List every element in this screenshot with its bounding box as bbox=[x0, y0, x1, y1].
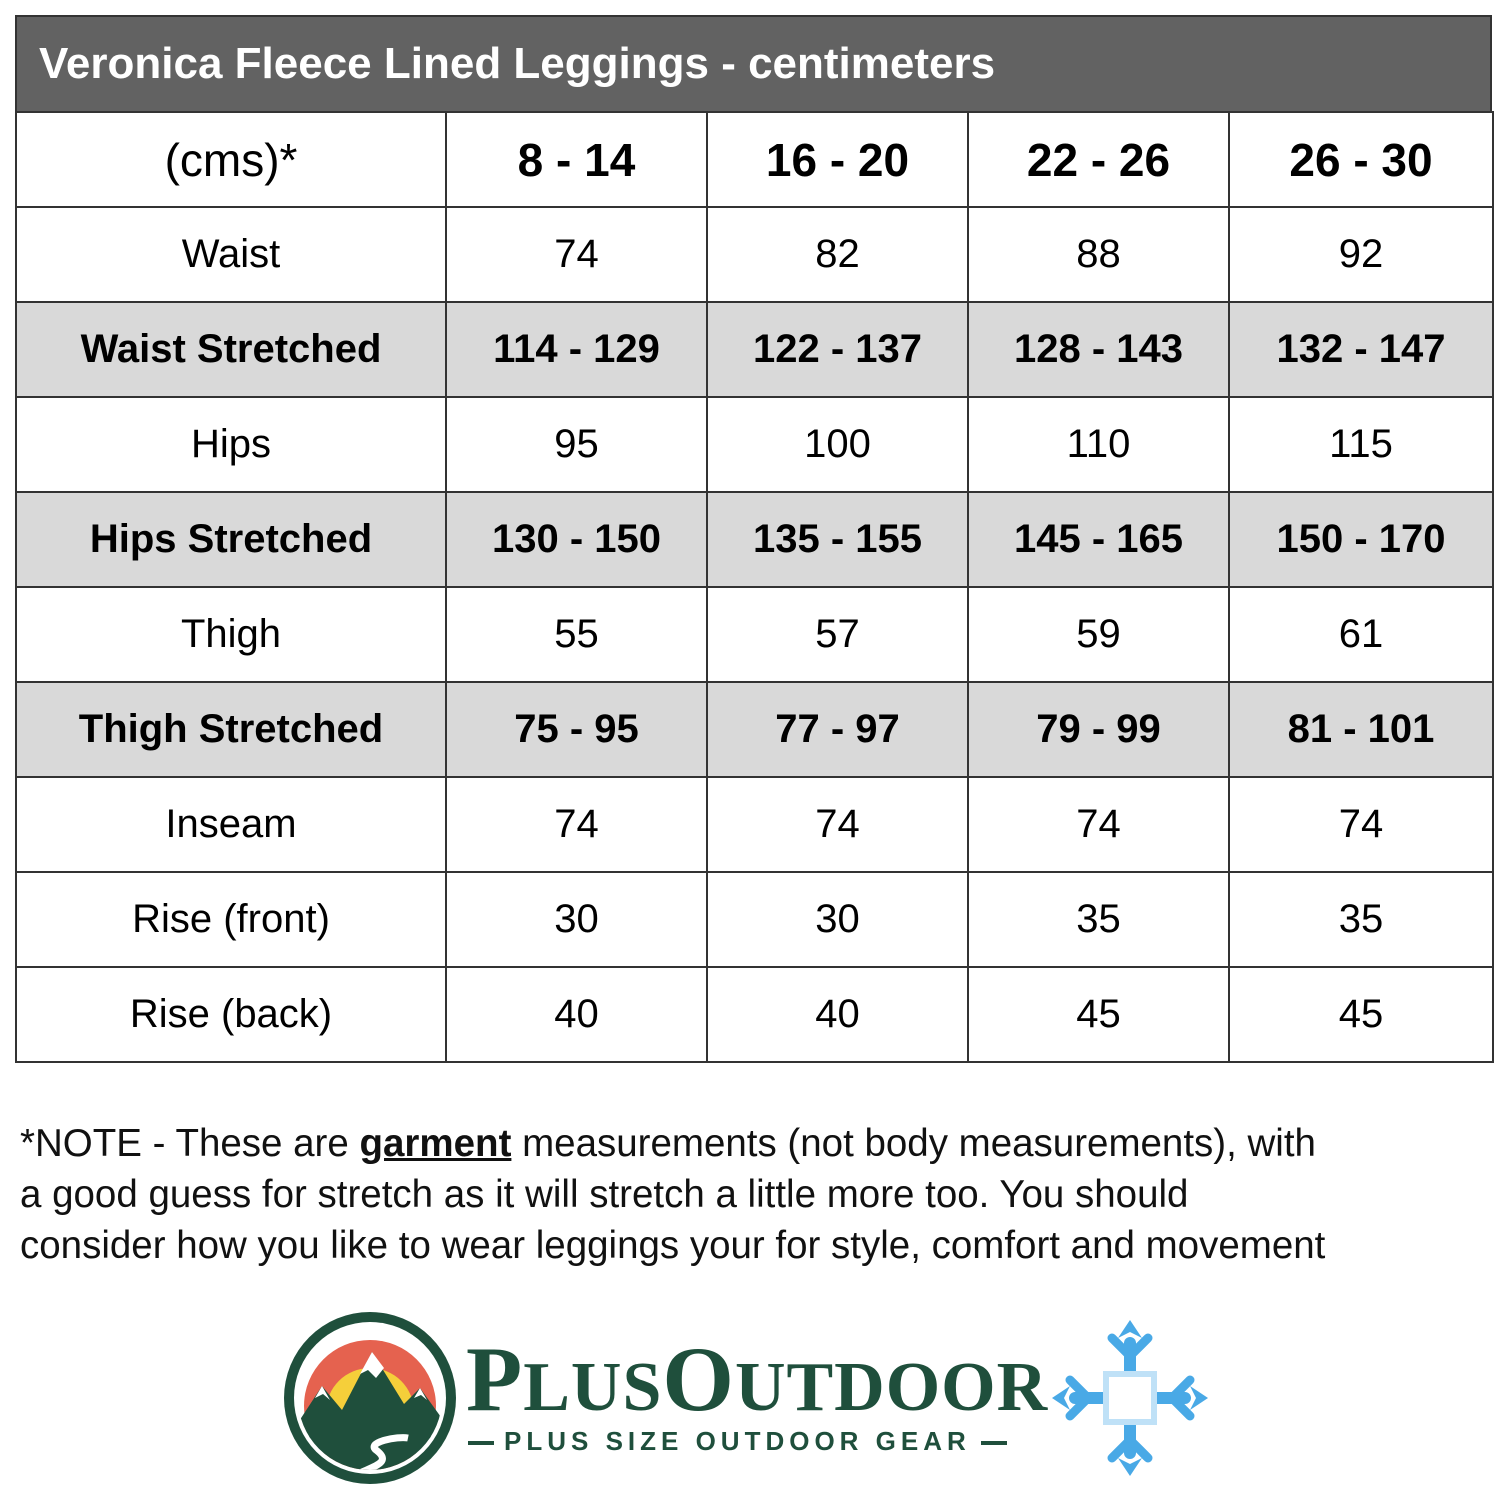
table-cell: 135 - 155 bbox=[707, 492, 968, 587]
table-row-hips bbox=[16, 397, 1493, 492]
table-cell: 79 - 99 bbox=[968, 682, 1229, 777]
table-cell: 30 bbox=[446, 872, 707, 967]
brand-name: PLUSOUTDOOR bbox=[466, 1328, 1049, 1430]
table-cell: 45 bbox=[968, 967, 1229, 1062]
table-cell: 35 bbox=[1229, 872, 1493, 967]
table-row-waist-stretched bbox=[16, 302, 1493, 397]
table-cell: 81 - 101 bbox=[1229, 682, 1493, 777]
table-cell: 30 bbox=[707, 872, 968, 967]
note-prefix: *NOTE - These are bbox=[20, 1122, 360, 1165]
size-chart bbox=[15, 15, 1492, 1063]
size-header: 16 - 20 bbox=[707, 112, 968, 207]
plusoutdoor-logo bbox=[280, 1308, 1230, 1488]
table-cell: 130 - 150 bbox=[446, 492, 707, 587]
table-cell: 100 bbox=[707, 397, 968, 492]
table-cell: 74 bbox=[1229, 777, 1493, 872]
row-label: Thigh Stretched bbox=[16, 682, 446, 777]
table-cell: 82 bbox=[707, 207, 968, 302]
row-label: Waist bbox=[16, 207, 446, 302]
table-cell: 75 - 95 bbox=[446, 682, 707, 777]
table-cell: 145 - 165 bbox=[968, 492, 1229, 587]
row-label: Thigh bbox=[16, 587, 446, 682]
table-row-rise-back bbox=[16, 967, 1493, 1062]
size-header: 22 - 26 bbox=[968, 112, 1229, 207]
table-cell: 61 bbox=[1229, 587, 1493, 682]
table-cell: 92 bbox=[1229, 207, 1493, 302]
table-cell: 122 - 137 bbox=[707, 302, 968, 397]
table-cell: 55 bbox=[446, 587, 707, 682]
row-label: Inseam bbox=[16, 777, 446, 872]
table-row-waist bbox=[16, 207, 1493, 302]
table-cell: 59 bbox=[968, 587, 1229, 682]
table-cell: 150 - 170 bbox=[1229, 492, 1493, 587]
note-line-1-rest: measurements (not body measurements), with bbox=[511, 1122, 1316, 1165]
table-cell: 114 - 129 bbox=[446, 302, 707, 397]
note-keyword: garment bbox=[359, 1122, 512, 1165]
table-cell: 128 - 143 bbox=[968, 302, 1229, 397]
row-label: Rise (front) bbox=[16, 872, 446, 967]
brand-tagline: PLUS SIZE OUTDOOR GEAR bbox=[458, 1426, 1017, 1457]
table-cell: 40 bbox=[707, 967, 968, 1062]
row-label: Rise (back) bbox=[16, 967, 446, 1062]
table-cell: 74 bbox=[446, 777, 707, 872]
table-row-rise-front bbox=[16, 872, 1493, 967]
header-row bbox=[16, 112, 1493, 207]
table-cell: 132 - 147 bbox=[1229, 302, 1493, 397]
size-table bbox=[15, 111, 1494, 1063]
table-cell: 57 bbox=[707, 587, 968, 682]
measurement-note bbox=[20, 1118, 1498, 1271]
row-label: Waist Stretched bbox=[16, 302, 446, 397]
table-cell: 77 - 97 bbox=[707, 682, 968, 777]
table-cell: 74 bbox=[446, 207, 707, 302]
table-cell: 110 bbox=[968, 397, 1229, 492]
table-cell: 40 bbox=[446, 967, 707, 1062]
table-row-thigh bbox=[16, 587, 1493, 682]
note-line-2: a good guess for stretch as it will stretch a little more too. You should bbox=[20, 1173, 1189, 1216]
snowflake-icon bbox=[1040, 1308, 1220, 1488]
note-line-1 bbox=[20, 1118, 1498, 1169]
table-cell: 45 bbox=[1229, 967, 1493, 1062]
table-cell: 88 bbox=[968, 207, 1229, 302]
chart-title: Veronica Fleece Lined Leggings - centimeters bbox=[15, 15, 1492, 111]
note-line-3: consider how you like to wear leggings your for style, comfort and movement bbox=[20, 1224, 1326, 1267]
table-cell: 35 bbox=[968, 872, 1229, 967]
mountain-emblem-icon bbox=[280, 1308, 460, 1488]
corner-cell: (cms)* bbox=[16, 112, 446, 207]
size-header: 26 - 30 bbox=[1229, 112, 1493, 207]
size-header: 8 - 14 bbox=[446, 112, 707, 207]
table-cell: 115 bbox=[1229, 397, 1493, 492]
table-cell: 74 bbox=[968, 777, 1229, 872]
table-cell: 95 bbox=[446, 397, 707, 492]
table-row-thigh-stretched bbox=[16, 682, 1493, 777]
table-cell: 74 bbox=[707, 777, 968, 872]
row-label: Hips Stretched bbox=[16, 492, 446, 587]
table-row-inseam bbox=[16, 777, 1493, 872]
table-row-hips-stretched bbox=[16, 492, 1493, 587]
row-label: Hips bbox=[16, 397, 446, 492]
